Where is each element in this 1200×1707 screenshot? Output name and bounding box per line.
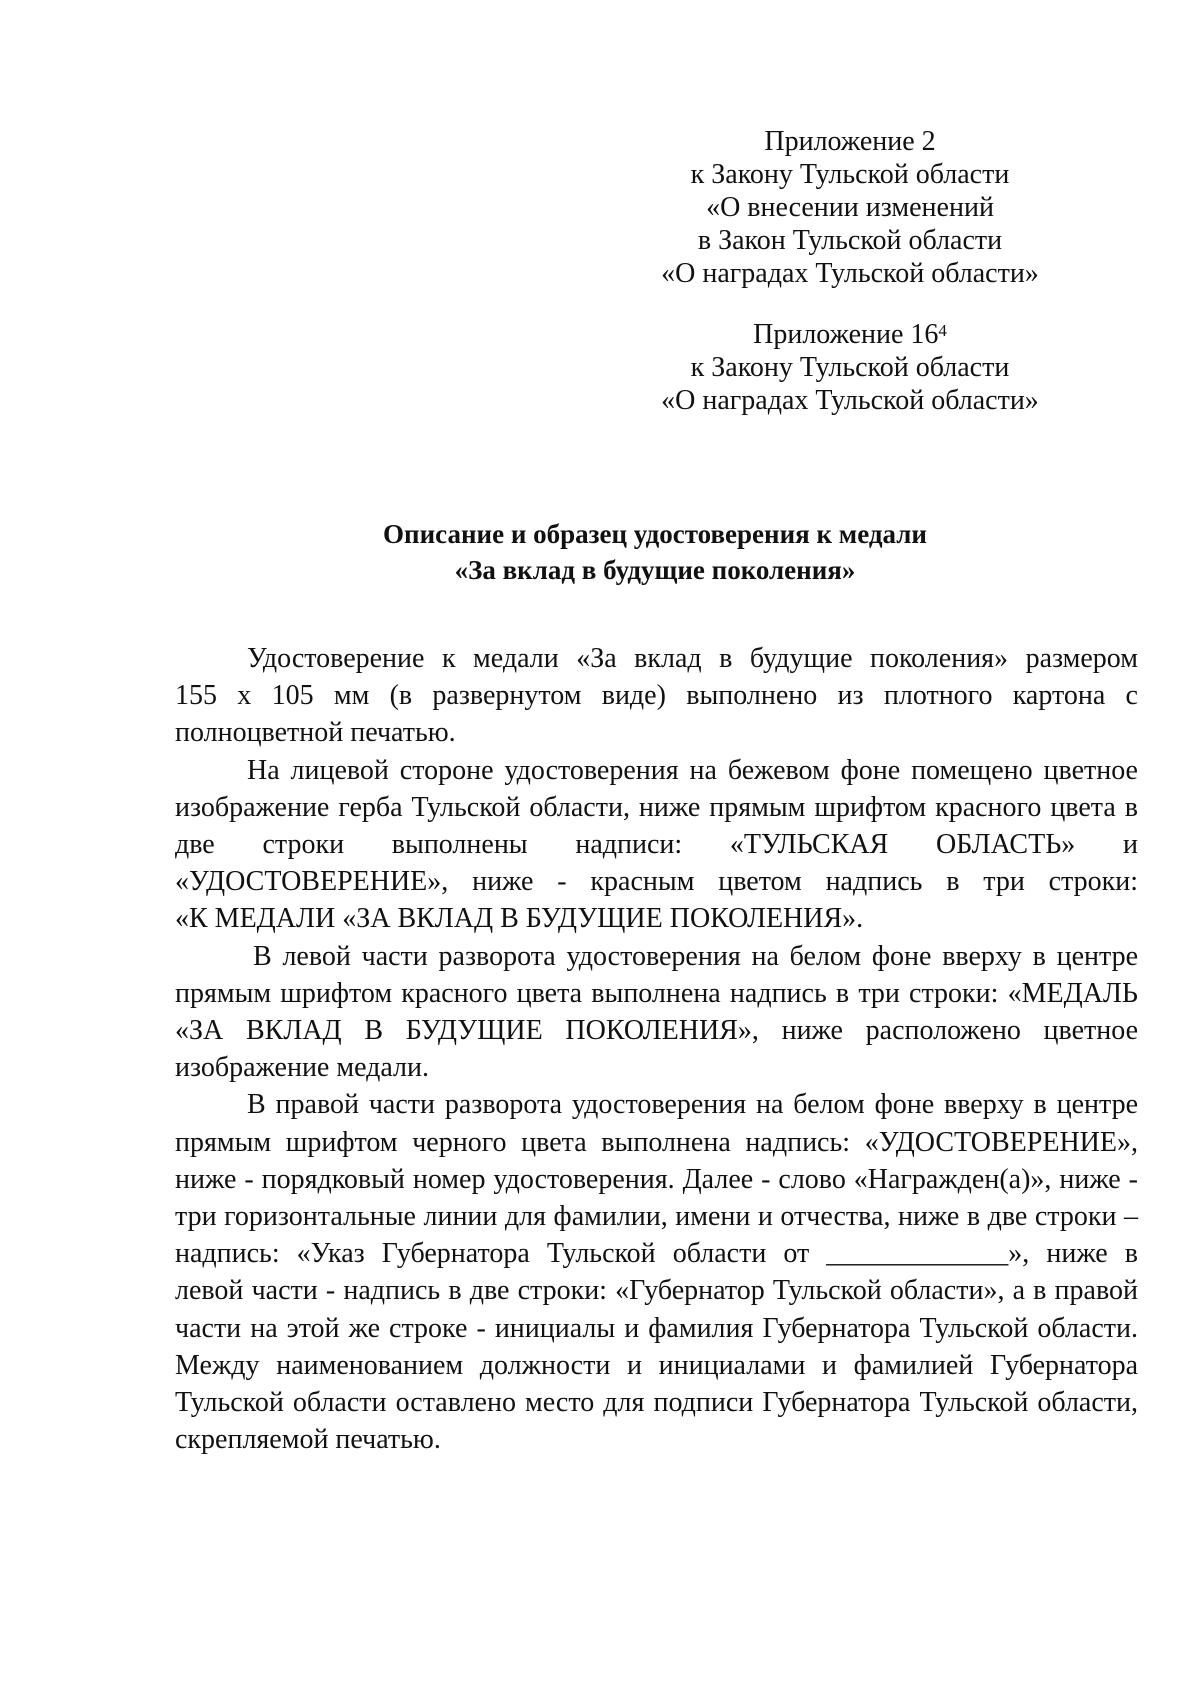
paragraph-line: ниже - порядковый номер удостоверения. Далее - слово «Награжден(а)», ниже - <box>175 1163 1138 1195</box>
appendix-number-superscript: 4 <box>938 321 947 340</box>
paragraph-line: полноцветной печатью. <box>175 717 456 749</box>
appendix-header-line: «О наградах Тульской области» <box>661 385 1039 416</box>
appendix-number-text: Приложение 16 <box>753 319 939 350</box>
document-title <box>175 516 1135 588</box>
paragraph-line: Удостоверение к медали «За вклад в будущие поколения» размером <box>247 643 1138 674</box>
paragraph-2 <box>175 752 1138 938</box>
appendix-header-2 <box>640 125 1060 290</box>
title-line-2: «За вклад в будущие поколения» <box>454 555 856 585</box>
appendix-header-line: к Закону Тульской области <box>690 352 1010 383</box>
paragraph-line: Между наименованием должности и инициалами и фамилией Губернатора <box>175 1349 1138 1381</box>
paragraph-line: части на этой же строке - инициалы и фамилия Губернатора Тульской области. <box>175 1312 1138 1344</box>
paragraph-line: две строки выполнены надписи: «ТУЛЬСКАЯ ОБЛАСТЬ» и <box>175 829 1138 861</box>
paragraph-line: Тульской области оставлено место для подписи Губернатора Тульской области, <box>175 1387 1138 1419</box>
paragraph-3 <box>175 938 1138 1087</box>
appendix-header-line: «О внесении изменений <box>706 192 994 223</box>
document-body <box>175 640 1138 1458</box>
appendix-header-line <box>640 318 1060 351</box>
paragraph-line: изображение герба Тульской области, ниже прямым шрифтом красного цвета в <box>175 791 1138 823</box>
paragraph-line: На лицевой стороне удостоверения на бежевом фоне помещено цветное <box>247 754 1138 786</box>
appendix-header-line: в Закон Тульской области <box>697 225 1003 256</box>
paragraph-line: «ЗА ВКЛАД В БУДУЩИЕ ПОКОЛЕНИЯ», ниже расположено цветное <box>175 1015 1138 1047</box>
paragraph-1 <box>175 640 1138 752</box>
paragraph-line: прямым шрифтом красного цвета выполнена надпись в три строки: «МЕДАЛЬ <box>175 977 1138 1009</box>
paragraph-line: левой части - надпись в две строки: «Губернатор Тульской области», а в правой <box>175 1275 1138 1307</box>
paragraph-line: надпись: «Указ Губернатора Тульской области от _____________», ниже в <box>175 1238 1138 1270</box>
paragraph-line: «К МЕДАЛИ «ЗА ВКЛАД В БУДУЩИЕ ПОКОЛЕНИЯ». <box>175 903 864 935</box>
paragraph-line: В правой части разворота удостоверения на белом фоне вверху в центре <box>247 1089 1138 1121</box>
paragraph-line: 155 х 105 мм (в развернутом виде) выполнено из плотного картона с <box>175 680 1138 712</box>
paragraph-line: прямым шрифтом черного цвета выполнена надпись: «УДОСТОВЕРЕНИЕ», <box>175 1126 1138 1158</box>
paragraph-line: В левой части разворота удостоверения на белом фоне вверху в центре <box>253 940 1138 972</box>
paragraph-line: изображение медали. <box>175 1052 430 1084</box>
appendix-header-16-4 <box>640 318 1060 417</box>
paragraph-line: «УДОСТОВЕРЕНИЕ», ниже - красным цветом надпись в три строки: <box>175 866 1138 898</box>
appendix-header-line: Приложение 2 <box>764 126 936 157</box>
paragraph-4 <box>175 1086 1138 1458</box>
title-line-1: Описание и образец удостоверения к медали <box>383 519 927 549</box>
appendix-header-line: «О наградах Тульской области» <box>661 258 1039 289</box>
paragraph-line: три горизонтальные линии для фамилии, имени и отчества, ниже в две строки – <box>175 1201 1138 1233</box>
appendix-header-line: к Закону Тульской области <box>690 159 1010 190</box>
paragraph-line: скрепляемой печатью. <box>175 1424 441 1456</box>
